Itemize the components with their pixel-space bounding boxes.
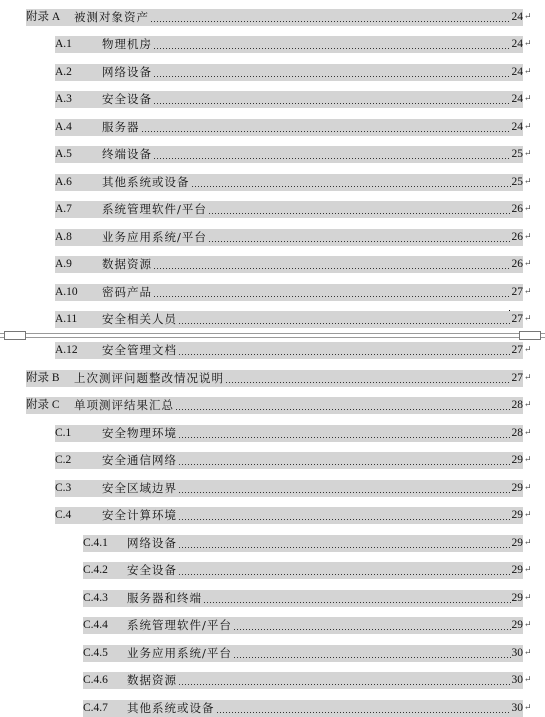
toc-entry[interactable] bbox=[55, 284, 523, 301]
toc-entry-title: 服务器和终端 bbox=[127, 591, 202, 605]
toc-entry-page-number: 29 bbox=[511, 619, 523, 631]
toc-entry-number: C.4 bbox=[55, 509, 72, 521]
toc-entry-page-number: 30 bbox=[511, 674, 523, 686]
toc-entry[interactable] bbox=[83, 700, 523, 717]
toc-entry-page-number: 24 bbox=[511, 93, 523, 105]
paragraph-mark-icon: ↵ bbox=[524, 314, 532, 324]
toc-entry-title: 安全区域边界 bbox=[102, 481, 177, 495]
toc-entry-page-number: 30 bbox=[511, 702, 523, 714]
toc-entry-title: 安全设备 bbox=[127, 563, 177, 577]
toc-entry-title: 其他系统或设备 bbox=[102, 175, 190, 189]
toc-entry-title: 业务应用系统/平台 bbox=[102, 230, 207, 244]
toc-entry-title: 服务器 bbox=[102, 120, 140, 134]
toc-entry-title: 系统管理软件/平台 bbox=[102, 202, 207, 216]
paragraph-mark-icon: ↵ bbox=[524, 67, 532, 77]
toc-entry-number: C.1 bbox=[55, 427, 72, 439]
toc-entry-title: 被测对象资产 bbox=[74, 10, 149, 24]
dot-leader bbox=[153, 64, 511, 81]
dot-leader bbox=[175, 397, 511, 414]
paragraph-mark-icon: ↵ bbox=[524, 510, 532, 520]
paragraph-mark-icon: ↵ bbox=[524, 345, 532, 355]
dot-leader bbox=[191, 174, 511, 191]
paragraph-mark-icon: ↵ bbox=[524, 232, 532, 242]
toc-entry[interactable] bbox=[83, 562, 523, 579]
toc-entry-page-number: 29 bbox=[511, 509, 523, 521]
toc-entry-page-number: 24 bbox=[511, 121, 523, 133]
toc-entry-number: A.9 bbox=[55, 258, 72, 270]
toc-entry-number: A.7 bbox=[55, 203, 72, 215]
dot-leader bbox=[153, 91, 511, 108]
toc-entry-title: 数据资源 bbox=[127, 673, 177, 687]
toc-entry-title: 安全通信网络 bbox=[102, 453, 177, 467]
toc-entry-number: C.4.6 bbox=[83, 674, 108, 686]
toc-entry[interactable] bbox=[55, 174, 523, 191]
toc-entry-number: 附录 B bbox=[26, 372, 60, 384]
dot-leader bbox=[178, 480, 511, 497]
toc-entry[interactable] bbox=[55, 201, 523, 218]
toc-entry-number: C.2 bbox=[55, 454, 72, 466]
toc-entry-page-number: 27 bbox=[511, 286, 523, 298]
dot-leader bbox=[178, 425, 511, 442]
toc-entry-page-number: 26 bbox=[511, 203, 523, 215]
toc-entry-number: A.8 bbox=[55, 231, 72, 243]
toc-entry-page-number: 24 bbox=[511, 66, 523, 78]
paragraph-mark-icon: ↵ bbox=[524, 703, 532, 713]
dot-leader bbox=[178, 342, 511, 359]
toc-entry[interactable] bbox=[55, 507, 523, 524]
toc-entry-number: C.4.5 bbox=[83, 647, 108, 659]
toc-entry[interactable] bbox=[83, 672, 523, 689]
paragraph-mark-icon: ↵ bbox=[524, 259, 532, 269]
paragraph-mark-icon: ↵ bbox=[524, 177, 532, 187]
paragraph-mark-icon: ↵ bbox=[524, 400, 532, 410]
toc-entry-number: 附录 A bbox=[26, 11, 61, 23]
toc-entry[interactable] bbox=[26, 9, 523, 26]
paragraph-mark-icon: ↵ bbox=[524, 455, 532, 465]
toc-entry-title: 安全设备 bbox=[102, 92, 152, 106]
toc-entry-title: 物理机房 bbox=[102, 37, 152, 51]
toc-entry[interactable] bbox=[55, 119, 523, 136]
toc-entry-page-number: 28 bbox=[511, 399, 523, 411]
dot-leader bbox=[141, 119, 511, 136]
toc-entry-page-number: 27 bbox=[511, 313, 523, 325]
toc-entry-page-number: 27 bbox=[511, 372, 523, 384]
toc-entry-number: C.4.7 bbox=[83, 702, 108, 714]
toc-entry-number: C.4.1 bbox=[83, 537, 108, 549]
paragraph-mark-icon: ↵ bbox=[524, 12, 532, 22]
toc-entry[interactable] bbox=[26, 370, 523, 387]
toc-entry-number: C.3 bbox=[55, 482, 72, 494]
dot-leader bbox=[178, 452, 511, 469]
toc-entry[interactable] bbox=[83, 617, 523, 634]
toc-entry-page-number: 30 bbox=[511, 647, 523, 659]
toc-entry-title: 密码产品 bbox=[102, 285, 152, 299]
toc-entry-page-number: 29 bbox=[511, 482, 523, 494]
toc-entry-title: 终端设备 bbox=[102, 147, 152, 161]
toc-entry-number: C.4.3 bbox=[83, 592, 108, 604]
page-break-line bbox=[0, 333, 545, 334]
toc-entry-number: A.2 bbox=[55, 66, 72, 78]
toc-entry-number: A.5 bbox=[55, 148, 72, 160]
toc-entry[interactable] bbox=[55, 342, 523, 359]
dot-leader bbox=[153, 284, 511, 301]
paragraph-mark-icon: ↵ bbox=[524, 204, 532, 214]
toc-entry-number: C.4.2 bbox=[83, 564, 108, 576]
toc-entry-page-number: 29 bbox=[511, 537, 523, 549]
dot-leader bbox=[153, 256, 511, 273]
dot-leader bbox=[178, 562, 511, 579]
paragraph-mark-icon: ↵ bbox=[524, 538, 532, 548]
toc-entry-title: 其他系统或设备 bbox=[127, 701, 215, 715]
toc-entry-title: 单项测评结果汇总 bbox=[74, 398, 174, 412]
paragraph-mark-icon: ↵ bbox=[524, 428, 532, 438]
dot-leader bbox=[203, 590, 511, 607]
paragraph-mark-icon: ↵ bbox=[524, 287, 532, 297]
paragraph-mark-icon: ↵ bbox=[524, 149, 532, 159]
toc-entry[interactable] bbox=[83, 535, 523, 552]
toc-entry[interactable] bbox=[55, 425, 523, 442]
page-boundary-marker bbox=[519, 331, 541, 340]
dot-leader bbox=[216, 700, 511, 717]
toc-entry[interactable] bbox=[55, 452, 523, 469]
toc-entry-number: C.4.4 bbox=[83, 619, 108, 631]
dot-leader bbox=[178, 507, 511, 524]
toc-entry-title: 数据资源 bbox=[102, 257, 152, 271]
dot-leader bbox=[150, 9, 511, 26]
paragraph-mark-icon: ↵ bbox=[524, 620, 532, 630]
toc-entry[interactable] bbox=[55, 146, 523, 163]
toc-entry[interactable] bbox=[55, 229, 523, 246]
toc-entry-number: A.1 bbox=[55, 38, 72, 50]
paragraph-mark-icon: ↵ bbox=[524, 565, 532, 575]
page-break bbox=[0, 331, 545, 339]
toc-entry[interactable] bbox=[55, 311, 523, 328]
paragraph-mark-icon: ↵ bbox=[524, 39, 532, 49]
toc-entry-title: 安全管理文档 bbox=[102, 343, 177, 357]
toc-entry-page-number: 29 bbox=[511, 454, 523, 466]
toc-entry-title: 网络设备 bbox=[102, 65, 152, 79]
toc-entry-page-number: 29 bbox=[511, 564, 523, 576]
dot-leader bbox=[178, 311, 511, 328]
toc-entry-number: A.3 bbox=[55, 93, 72, 105]
toc-entry[interactable] bbox=[55, 64, 523, 81]
dot-leader bbox=[233, 617, 511, 634]
toc-entry[interactable] bbox=[55, 480, 523, 497]
toc-entry-page-number: 28 bbox=[511, 427, 523, 439]
paragraph-mark-icon: ↵ bbox=[524, 648, 532, 658]
toc-entry-title: 系统管理软件/平台 bbox=[127, 618, 232, 632]
toc-entry-number: A.10 bbox=[55, 286, 78, 298]
toc-entry-title: 业务应用系统/平台 bbox=[127, 646, 232, 660]
dot-leader bbox=[178, 672, 511, 689]
toc-entry-page-number: 29 bbox=[511, 592, 523, 604]
page-break-line bbox=[0, 337, 545, 338]
dot-leader bbox=[178, 535, 511, 552]
paragraph-mark-icon: ↵ bbox=[524, 593, 532, 603]
toc-entry-title: 网络设备 bbox=[127, 536, 177, 550]
toc-entry-page-number: 24 bbox=[511, 11, 523, 23]
dot-leader bbox=[153, 36, 511, 53]
dot-leader bbox=[233, 645, 511, 662]
toc-entry[interactable] bbox=[83, 645, 523, 662]
paragraph-mark-icon: ↵ bbox=[524, 373, 532, 383]
toc-entry[interactable] bbox=[55, 256, 523, 273]
toc-entry-page-number: 26 bbox=[511, 231, 523, 243]
paragraph-mark-icon: ↵ bbox=[524, 94, 532, 104]
dot-leader bbox=[153, 146, 511, 163]
toc-entry-title: 安全计算环境 bbox=[102, 508, 177, 522]
toc-entry-number: A.6 bbox=[55, 176, 72, 188]
toc-entry-title: 安全物理环境 bbox=[102, 426, 177, 440]
toc-entry-title: 上次测评问题整改情况说明 bbox=[74, 371, 224, 385]
paragraph-mark-icon: ↵ bbox=[524, 675, 532, 685]
dot-leader bbox=[208, 201, 511, 218]
dot-leader bbox=[208, 229, 511, 246]
toc-entry[interactable] bbox=[26, 397, 523, 414]
toc-entry-page-number: 26 bbox=[511, 258, 523, 270]
dot-leader bbox=[225, 370, 511, 387]
toc-entry-page-number: 25 bbox=[511, 148, 523, 160]
toc-entry[interactable] bbox=[55, 91, 523, 108]
toc-entry[interactable] bbox=[55, 36, 523, 53]
toc-entry-number: A.12 bbox=[55, 344, 78, 356]
toc-entry-number: A.4 bbox=[55, 121, 72, 133]
paragraph-mark-icon: ↵ bbox=[524, 483, 532, 493]
page-boundary-marker bbox=[4, 331, 26, 340]
toc-entry-number: 附录 C bbox=[26, 399, 60, 411]
toc-entry-page-number: 24 bbox=[511, 38, 523, 50]
toc-entry-page-number: 27 bbox=[511, 344, 523, 356]
toc-entry-title: 安全相关人员 bbox=[102, 312, 177, 326]
toc-entry-page-number: 25 bbox=[511, 176, 523, 188]
toc-entry[interactable] bbox=[83, 590, 523, 607]
toc-entry-number: A.11 bbox=[55, 313, 78, 325]
paragraph-mark-icon: ↵ bbox=[524, 122, 532, 132]
